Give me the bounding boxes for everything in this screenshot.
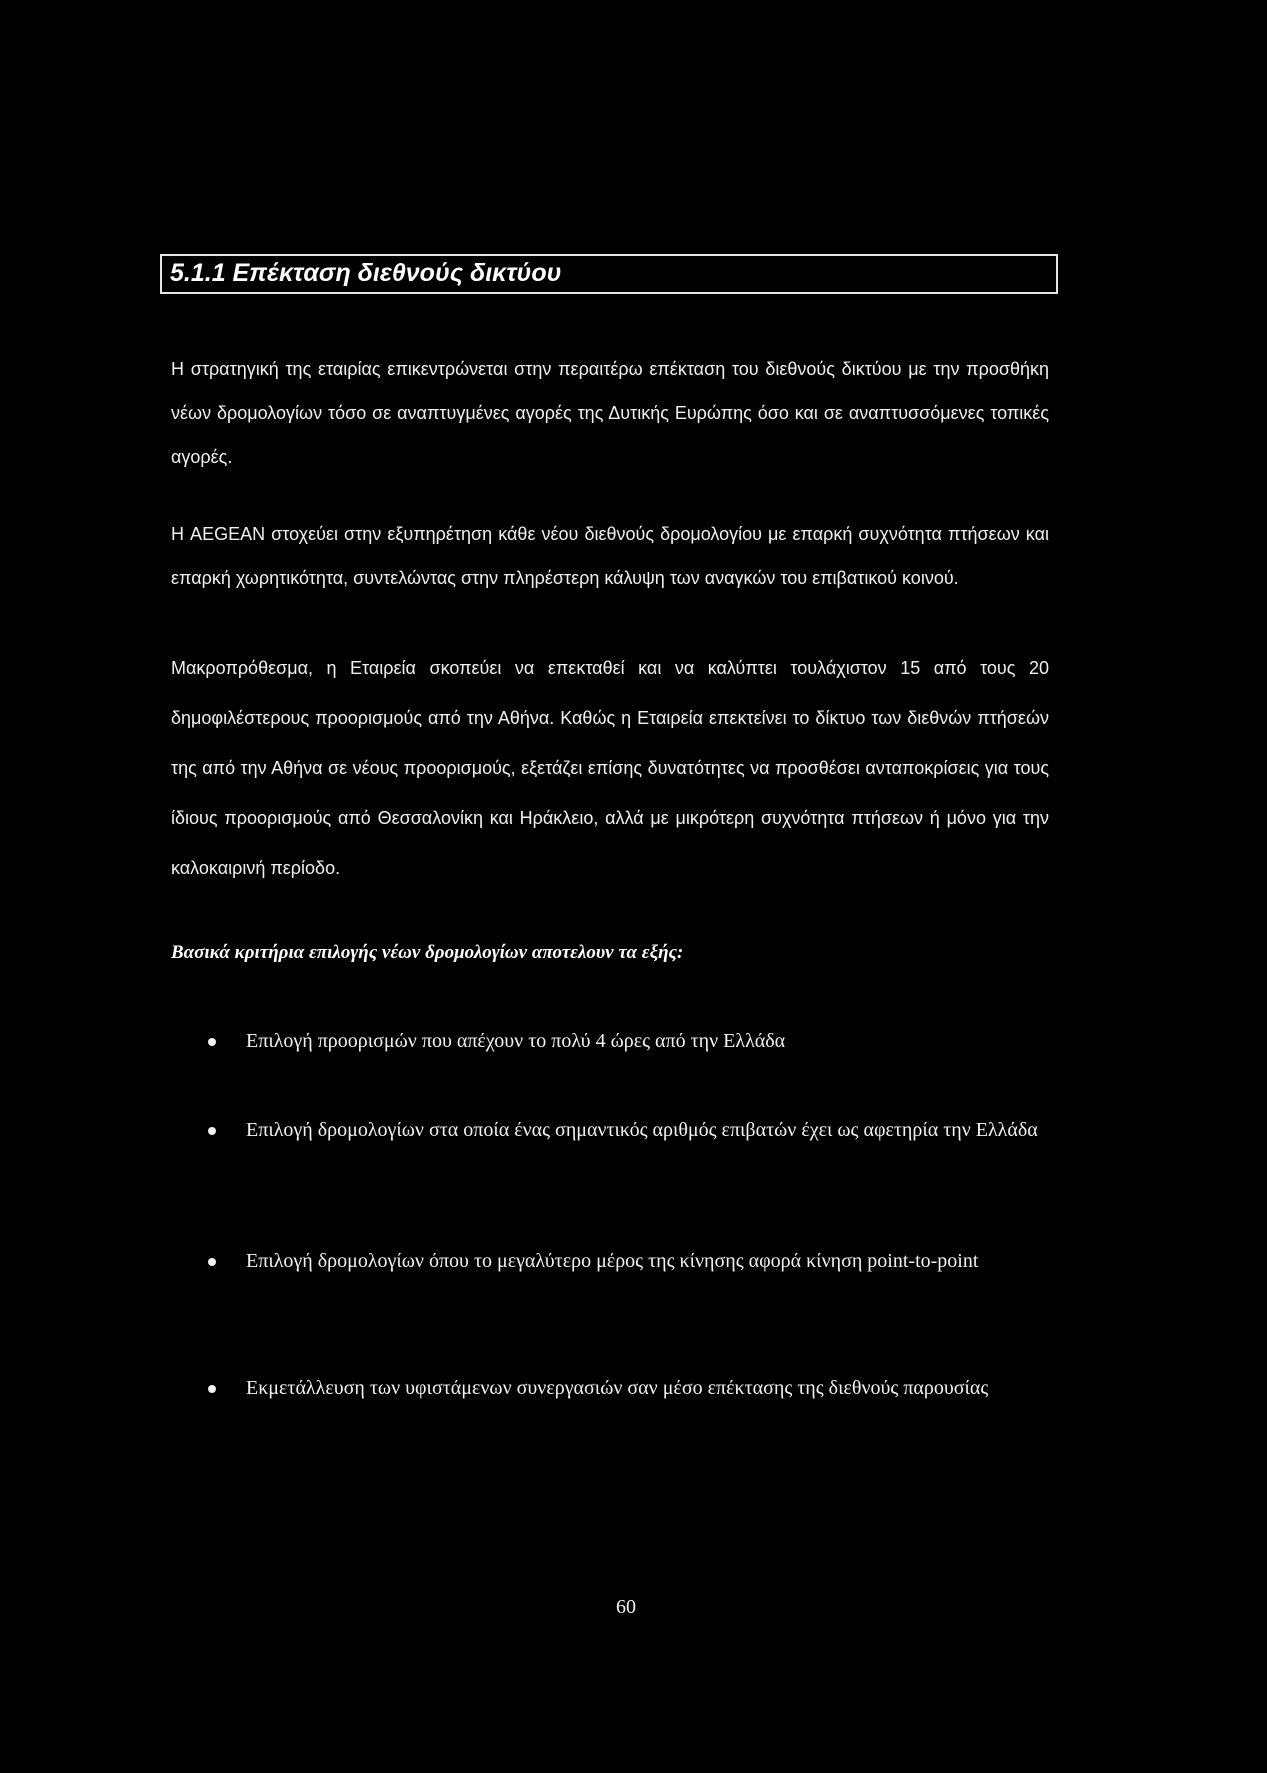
page-number: 60 [616, 1596, 636, 1618]
list-item-text: Επιλογή δρομολογίων στα οποία ένας σημαντικός αριθμός επιβατών έχει ως αφετηρία την Ελλάδα [246, 1119, 1038, 1141]
bullet-icon [208, 1127, 216, 1135]
paragraph-long-term: Μακροπρόθεσμα, η Εταιρεία σκοπεύει να επεκταθεί και να καλύπτει τουλάχιστον 15 από τους 20 δημοφιλέστερους προορισμούς από την Αθήνα. Καθώς η Εταιρεία επεκτείνει το δίκτυο των διεθνών πτήσεών της από την Αθήνα σε νέους προορισμούς, εξετάζει επίσης δυνατότητες να προσθέσει ανταποκρίσεις για τους ίδιους προορισμούς από Θεσσαλονίκη και Ηράκλειο, αλλά με μικρότερη συχνότητα πτήσεων ή μόνο για την καλοκαιρινή περίοδο. [171, 658, 1049, 878]
bullet-icon [208, 1385, 216, 1393]
list-item [171, 1020, 1051, 1063]
list-item [171, 1109, 1051, 1152]
bullet-icon [208, 1038, 216, 1046]
list-item [171, 1240, 1051, 1283]
list-item-text: Εκμετάλλευση των υφιστάμενων συνεργασιών σαν μέσο επέκτασης της διεθνούς παρουσίας [246, 1377, 989, 1399]
criteria-heading: Βασικά κριτήρια επιλογής νέων δρομολογίων αποτελουν τα εξής: [171, 942, 684, 963]
bullet-icon [208, 1258, 216, 1266]
list-item-text: Επιλογή δρομολογίων όπου το μεγαλύτερο μέρος της κίνησης αφορά κίνηση point-to-point [246, 1250, 979, 1272]
paragraph-aegean-goal: Η AEGEAN στοχεύει στην εξυπηρέτηση κάθε νέου διεθνούς δρομολογίου με επαρκή συχνότητα πτήσεων και επαρκή χωρητικότητα, συντελώντας στην πληρέστερη κάλυψη των αναγκών του επιβατικού κοινού. [171, 524, 1049, 588]
paragraph-strategy: Η στρατηγική της εταιρίας επικεντρώνεται στην περαιτέρω επέκταση του διεθνούς δικτύου με την προσθήκη νέων δρομολογίων τόσο σε αναπτυγμένες αγορές της Δυτικής Ευρώπης όσο και σε αναπτυσσόμενες τοπικές αγορές. [171, 359, 1049, 467]
section-heading: 5.1.1 Επέκταση διεθνούς δικτύου [170, 259, 562, 287]
list-item [171, 1367, 1051, 1410]
list-item-text: Επιλογή προορισμών που απέχουν το πολύ 4 ώρες από την Ελλάδα [246, 1030, 786, 1052]
